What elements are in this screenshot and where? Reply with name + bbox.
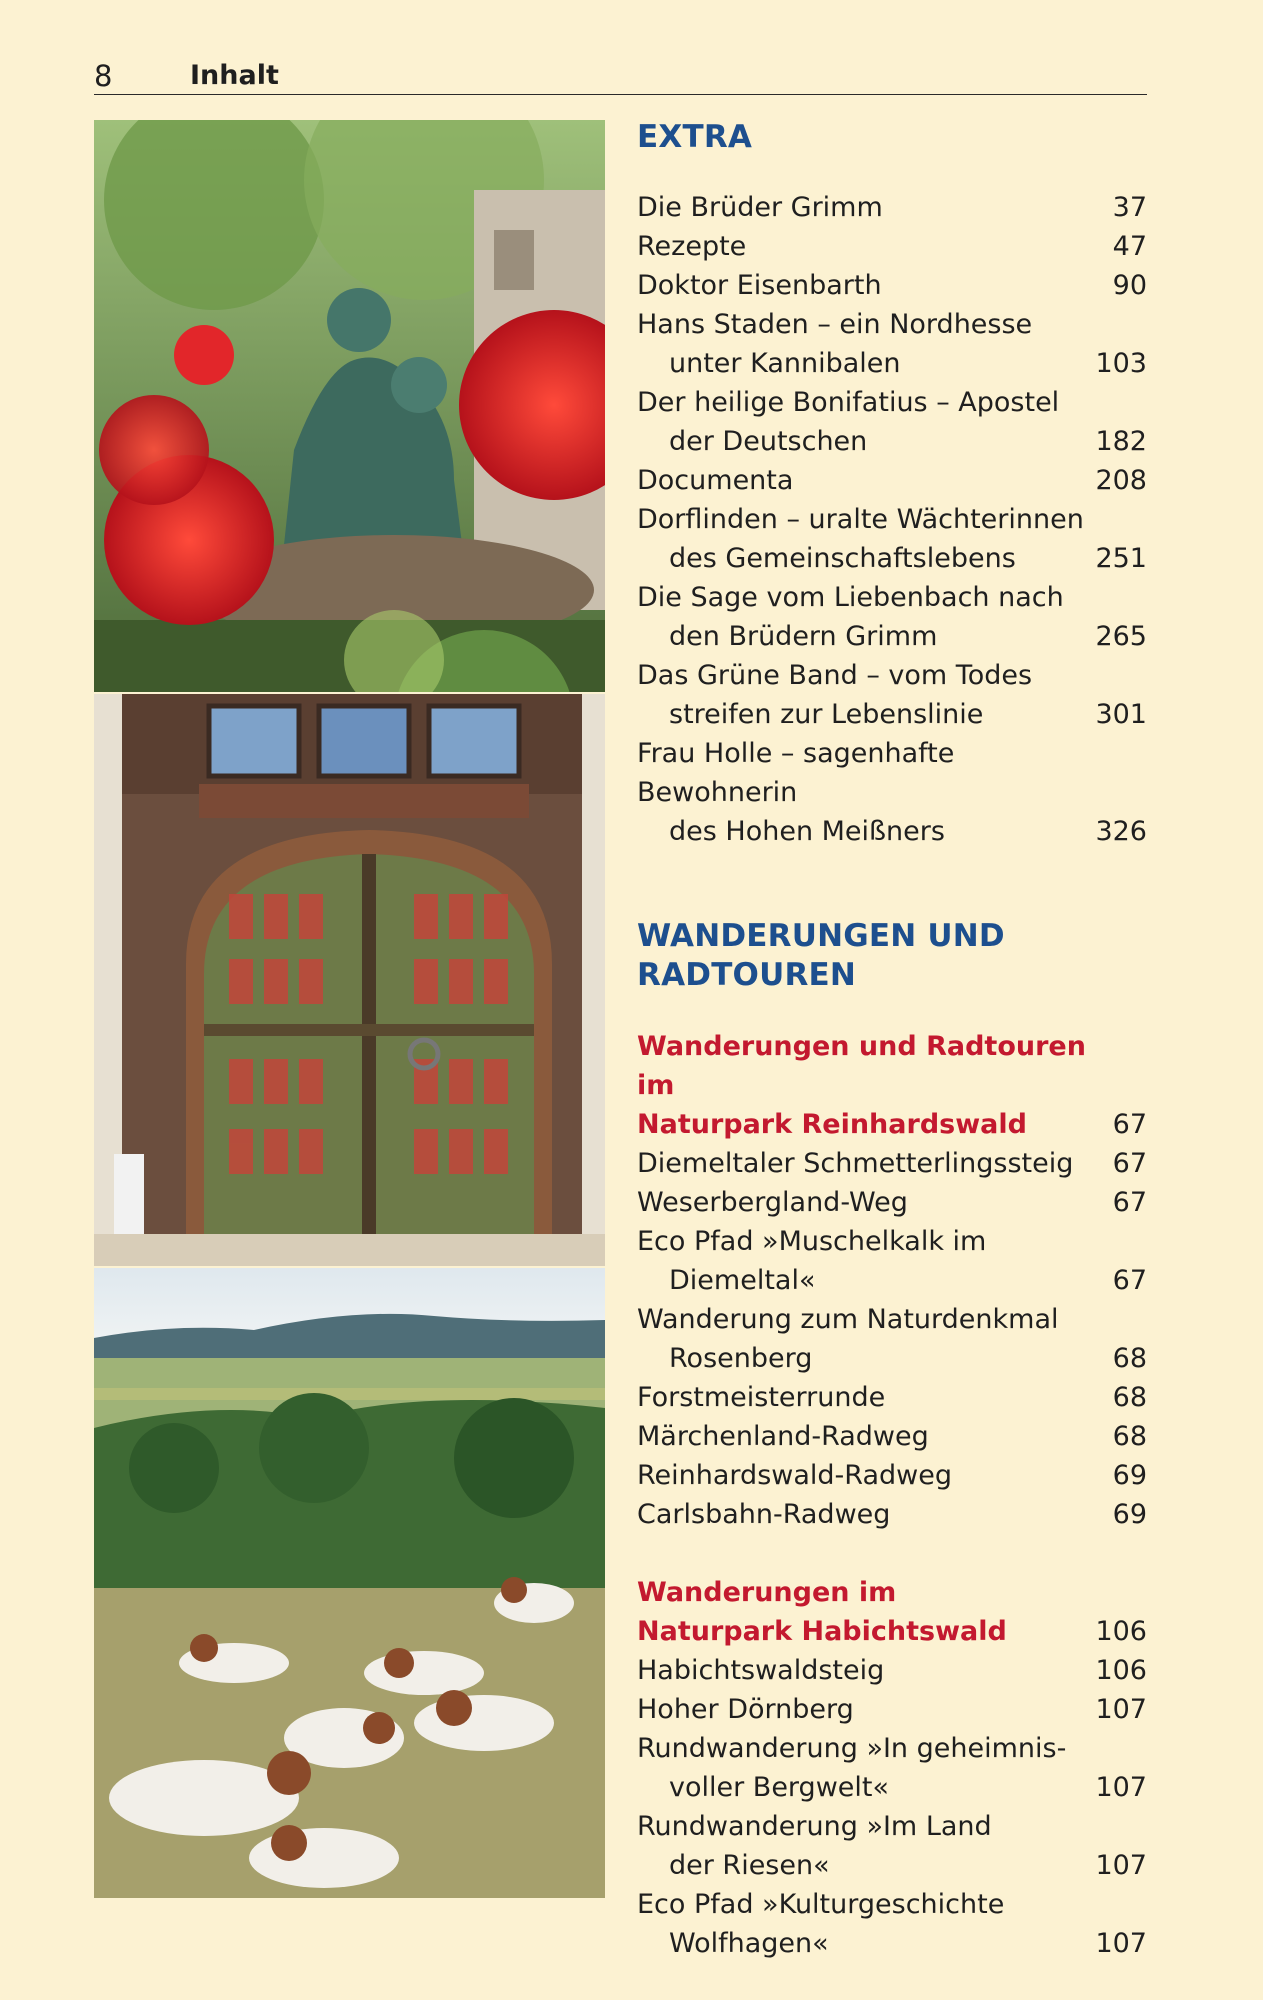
toc-entry-line: Das Grüne Band – vom Todes: [637, 660, 1033, 691]
toc-entry-title: [637, 1456, 1091, 1495]
toc-entry-line: Die Brüder Grimm: [637, 192, 883, 223]
toc-entry-line: Eco Pfad »Muschelkalk im: [637, 1226, 987, 1257]
toc-entry-page: 107: [1095, 1772, 1147, 1803]
toc-entry-page: 90: [1112, 270, 1147, 301]
toc-entry: [637, 1222, 1147, 1300]
toc-entry-title: [637, 734, 1091, 851]
toc-entry-page: 47: [1112, 231, 1147, 262]
subsection-title-line: Naturpark Reinhardswald: [637, 1109, 1027, 1140]
subsection-title-line: Wanderungen und Radtouren im: [637, 1031, 1086, 1101]
toc-entry-line: der Deutschen: [669, 426, 868, 457]
subsection-title-line: Wanderungen im: [637, 1577, 897, 1608]
toc-entry-line: Eco Pfad »Kulturgeschichte: [637, 1889, 1005, 1920]
toc-entry-line: der Riesen«: [669, 1850, 830, 1881]
wanderungen-groups: [637, 995, 1147, 1963]
toc-entry-line: Rundwanderung »In geheimnis-: [637, 1733, 1067, 1764]
toc-entry-line: Rundwanderung »Im Land: [637, 1811, 992, 1842]
toc-entry-title: [637, 500, 1091, 578]
toc-entry-line: Forstmeisterrunde: [637, 1382, 886, 1413]
toc-entry: [637, 656, 1147, 734]
subsection-title: [637, 1573, 1091, 1651]
subsection-title: [637, 1027, 1091, 1144]
photo-landscape-goats: [94, 1268, 605, 1898]
toc-entry-title: [637, 656, 1091, 734]
section-heading-line: RADTOUREN: [637, 957, 857, 993]
toc-entry-page: 107: [1095, 1928, 1147, 1959]
toc-entry-page: 182: [1095, 426, 1147, 457]
toc-entry-line: Wanderung zum Naturdenkmal: [637, 1304, 1059, 1335]
toc-entry-page: 301: [1095, 699, 1147, 730]
toc-entry-title: [637, 188, 1091, 227]
toc-entry-line: Documenta: [637, 465, 794, 496]
toc-entry-line: Märchenland-Radweg: [637, 1421, 929, 1452]
toc-entry: [637, 305, 1147, 383]
extra-entries: [637, 188, 1147, 851]
toc-entry-title: [637, 578, 1091, 656]
toc-entry: [637, 734, 1147, 851]
photo-fountain-statue: [94, 120, 605, 692]
toc-entry: [637, 1651, 1147, 1690]
toc-entry-page: 67: [1112, 1265, 1147, 1296]
subsection-page: 106: [1095, 1616, 1147, 1647]
toc-entry-title: [637, 305, 1091, 383]
toc-entry-title: [637, 1729, 1091, 1807]
section-heading-wanderungen: [637, 917, 1147, 995]
toc-entry: [637, 1417, 1147, 1456]
toc-entry-page: 69: [1112, 1499, 1147, 1530]
toc-entry: [637, 227, 1147, 266]
toc-entry-title: [637, 1807, 1091, 1885]
toc-entry-page: 103: [1095, 348, 1147, 379]
toc-entry-line: voller Bergwelt«: [669, 1772, 889, 1803]
toc-entry-page: 326: [1095, 816, 1147, 847]
toc-entry-line: Diemeltaler Schmetterlingssteig: [637, 1148, 1074, 1179]
toc-entry: [637, 1144, 1147, 1183]
page-number: 8: [94, 59, 113, 93]
toc-entry-line: Hans Staden – ein Nordhesse: [637, 309, 1033, 340]
toc-entry-line: Diemeltal«: [669, 1265, 816, 1296]
toc-entry-line: Weserbergland-Weg: [637, 1187, 908, 1218]
toc-entry-line: des Gemeinschaftslebens: [669, 543, 1016, 574]
toc-entry-title: [637, 1300, 1091, 1378]
toc-entry-title: [637, 1144, 1091, 1183]
toc-entry-page: 68: [1112, 1421, 1147, 1452]
toc-entry-line: Wolfhagen«: [669, 1928, 829, 1959]
toc-entry-page: 69: [1112, 1460, 1147, 1491]
toc-entry-line: Carlsbahn-Radweg: [637, 1499, 891, 1530]
toc-entry-page: 265: [1095, 621, 1147, 652]
toc-entry-title: [637, 1183, 1091, 1222]
toc-entry: [637, 1885, 1147, 1963]
page-header: [94, 58, 1147, 95]
toc-entry-title: [637, 266, 1091, 305]
table-of-contents: [637, 118, 1147, 1963]
toc-entry-title: [637, 1651, 1091, 1690]
toc-entry: [637, 266, 1147, 305]
toc-entry-page: 67: [1112, 1187, 1147, 1218]
section-heading-extra: EXTRA: [637, 119, 753, 155]
toc-entry-line: unter Kannibalen: [669, 348, 901, 379]
toc-entry-line: den Brüdern Grimm: [669, 621, 938, 652]
toc-entry-line: Reinhardswald-Radweg: [637, 1460, 952, 1491]
toc-entry: [637, 1807, 1147, 1885]
toc-entry-line: Hoher Dörnberg: [637, 1694, 854, 1725]
toc-entry-line: des Hohen Meißners: [669, 816, 945, 847]
toc-entry: [637, 1495, 1147, 1534]
toc-entry-title: [637, 383, 1091, 461]
toc-entry: [637, 500, 1147, 578]
subsection-heading: [637, 1573, 1147, 1651]
toc-entry: [637, 188, 1147, 227]
toc-entry-title: [637, 1690, 1091, 1729]
toc-entry-page: 107: [1095, 1694, 1147, 1725]
toc-entry-page: 68: [1112, 1343, 1147, 1374]
toc-entry: [637, 461, 1147, 500]
toc-entry-title: [637, 1378, 1091, 1417]
toc-entry-title: [637, 1222, 1091, 1300]
toc-entry-title: [637, 227, 1091, 266]
toc-entry-page: 107: [1095, 1850, 1147, 1881]
toc-entry-page: 37: [1112, 192, 1147, 223]
header-title: Inhalt: [190, 60, 279, 91]
toc-entry: [637, 1729, 1147, 1807]
toc-entry-title: [637, 1417, 1091, 1456]
toc-entry-page: 68: [1112, 1382, 1147, 1413]
toc-entry-title: [637, 1885, 1091, 1963]
toc-entry: [637, 1690, 1147, 1729]
photo-column: [94, 120, 605, 1898]
toc-entry-line: Frau Holle – sagenhafte Bewohnerin: [637, 738, 955, 808]
toc-entry: [637, 1183, 1147, 1222]
toc-entry: [637, 1378, 1147, 1417]
toc-entry-page: 67: [1112, 1148, 1147, 1179]
toc-entry-line: Die Sage vom Liebenbach nach: [637, 582, 1064, 613]
subsection-page: 67: [1112, 1109, 1147, 1140]
toc-entry-line: streifen zur Lebenslinie: [669, 699, 984, 730]
toc-entry-line: Habichtswaldsteig: [637, 1655, 885, 1686]
toc-entry-page: 106: [1095, 1655, 1147, 1686]
toc-entry-line: Dorflinden – uralte Wächterinnen: [637, 504, 1084, 535]
toc-entry: [637, 383, 1147, 461]
subsection-heading: [637, 1027, 1147, 1144]
toc-entry-line: Doktor Eisenbarth: [637, 270, 882, 301]
toc-entry-title: [637, 1495, 1091, 1534]
toc-entry-line: Der heilige Bonifatius – Apostel: [637, 387, 1060, 418]
toc-entry-title: [637, 461, 1091, 500]
toc-entry-line: Rezepte: [637, 231, 747, 262]
subsection-title-line: Naturpark Habichtswald: [637, 1616, 1007, 1647]
toc-entry: [637, 1300, 1147, 1378]
toc-entry: [637, 1456, 1147, 1495]
toc-entry: [637, 578, 1147, 656]
toc-entry-page: 208: [1095, 465, 1147, 496]
toc-entry-line: Rosenberg: [669, 1343, 813, 1374]
toc-entry-page: 251: [1095, 543, 1147, 574]
section-heading-line: WANDERUNGEN UND: [637, 918, 1005, 954]
photo-barn-door: [94, 694, 605, 1266]
